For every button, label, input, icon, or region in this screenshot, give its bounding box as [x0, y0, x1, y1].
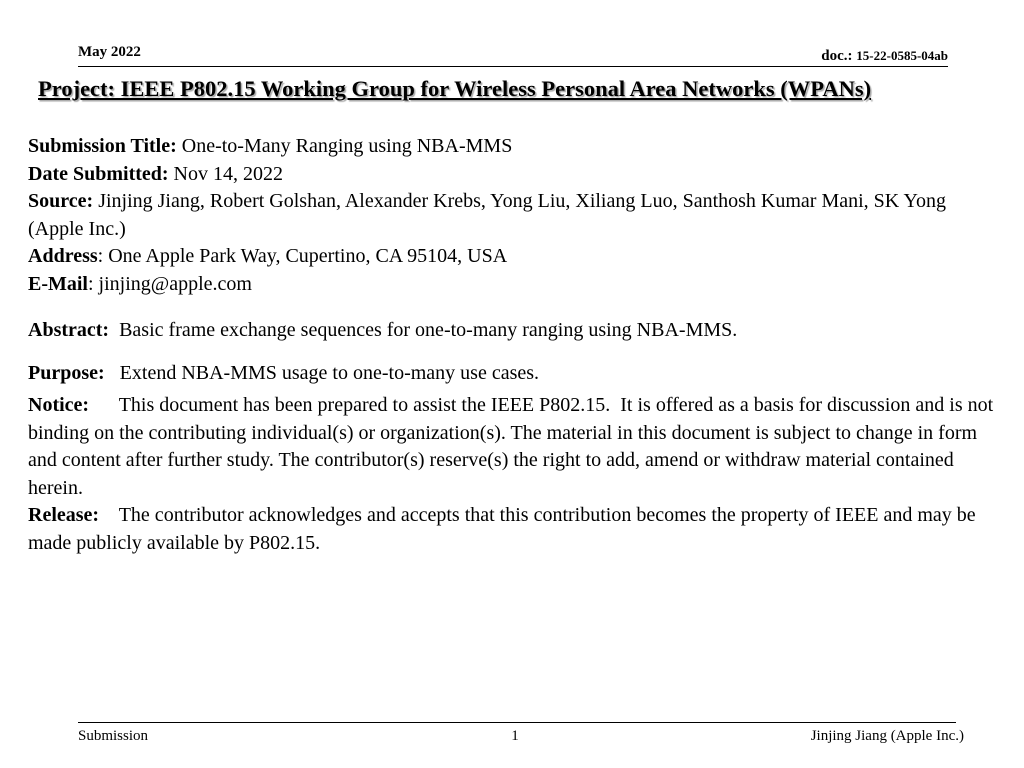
email-value: : jinjing@apple.com [88, 272, 252, 295]
purpose-line [28, 360, 1003, 388]
notice-label: Notice: [28, 394, 90, 416]
abstract-value: Basic frame exchange sequences for one-to-many ranging using NBA-MMS. [109, 319, 738, 341]
release-paragraph [28, 502, 1003, 557]
header-date: May 2022 [78, 44, 141, 60]
footer-page-number: 1 [511, 728, 519, 744]
purpose-value: Extend NBA-MMS usage to one-to-many use cases. [104, 361, 540, 384]
abstract-line [28, 317, 1003, 345]
release-value: The contributor acknowledges and accepts that this contribution becomes the property of IEEE and may be made publicly available by P802.15. [28, 504, 976, 554]
spacer [28, 345, 1003, 360]
source-label: Source: [28, 190, 94, 212]
notice-paragraph [28, 392, 1003, 502]
doc-label: doc.: [821, 48, 853, 64]
email-label: E-Mail [28, 272, 88, 295]
address-label: Address [28, 245, 98, 267]
purpose-label: Purpose: [28, 361, 105, 384]
header-doc-id [821, 48, 948, 65]
address-value: : One Apple Park Way, Cupertino, CA 95104, USA [97, 245, 508, 267]
submission-title-line [28, 133, 1003, 161]
footer-author: Jinjing Jiang (Apple Inc.) [810, 728, 964, 744]
spacer [28, 298, 1003, 317]
notice-value: This document has been prepared to assist the IEEE P802.15. It is offered as a basis for discussion and is not binding on the contributing individual(s) or organization(s). The material in this document is subject to change in form and content after further study. The contributor(s) reserve(s) the right to add, amend or withdraw material contained herein. [28, 394, 994, 499]
date-submitted-value: Nov 14, 2022 [168, 162, 283, 185]
date-submitted-line [28, 161, 1003, 189]
submission-title-value: One-to-Many Ranging using NBA-MMS [176, 135, 513, 157]
submission-title-label: Submission Title: [28, 135, 177, 157]
doc-number: 15-22-0585-04ab [856, 48, 948, 63]
abstract-label: Abstract: [28, 319, 110, 341]
document-body [28, 133, 1003, 557]
footer-submission: Submission [78, 728, 149, 744]
date-submitted-label: Date Submitted: [28, 162, 169, 185]
header-rule [78, 66, 948, 67]
address-line [28, 243, 1003, 271]
source-value: Jinjing Jiang, Robert Golshan, Alexander Krebs, Yong Liu, Xiliang Luo, Santhosh Kumar Mani, SK Yong (Apple Inc.) [28, 190, 946, 240]
project-title: Project: IEEE P802.15 Working Group for Wireless Personal Area Networks (WPANs) [38, 76, 872, 101]
source-line [28, 188, 1003, 243]
email-line [28, 271, 1003, 299]
footer-rule [78, 722, 956, 723]
release-label: Release: [28, 504, 100, 526]
